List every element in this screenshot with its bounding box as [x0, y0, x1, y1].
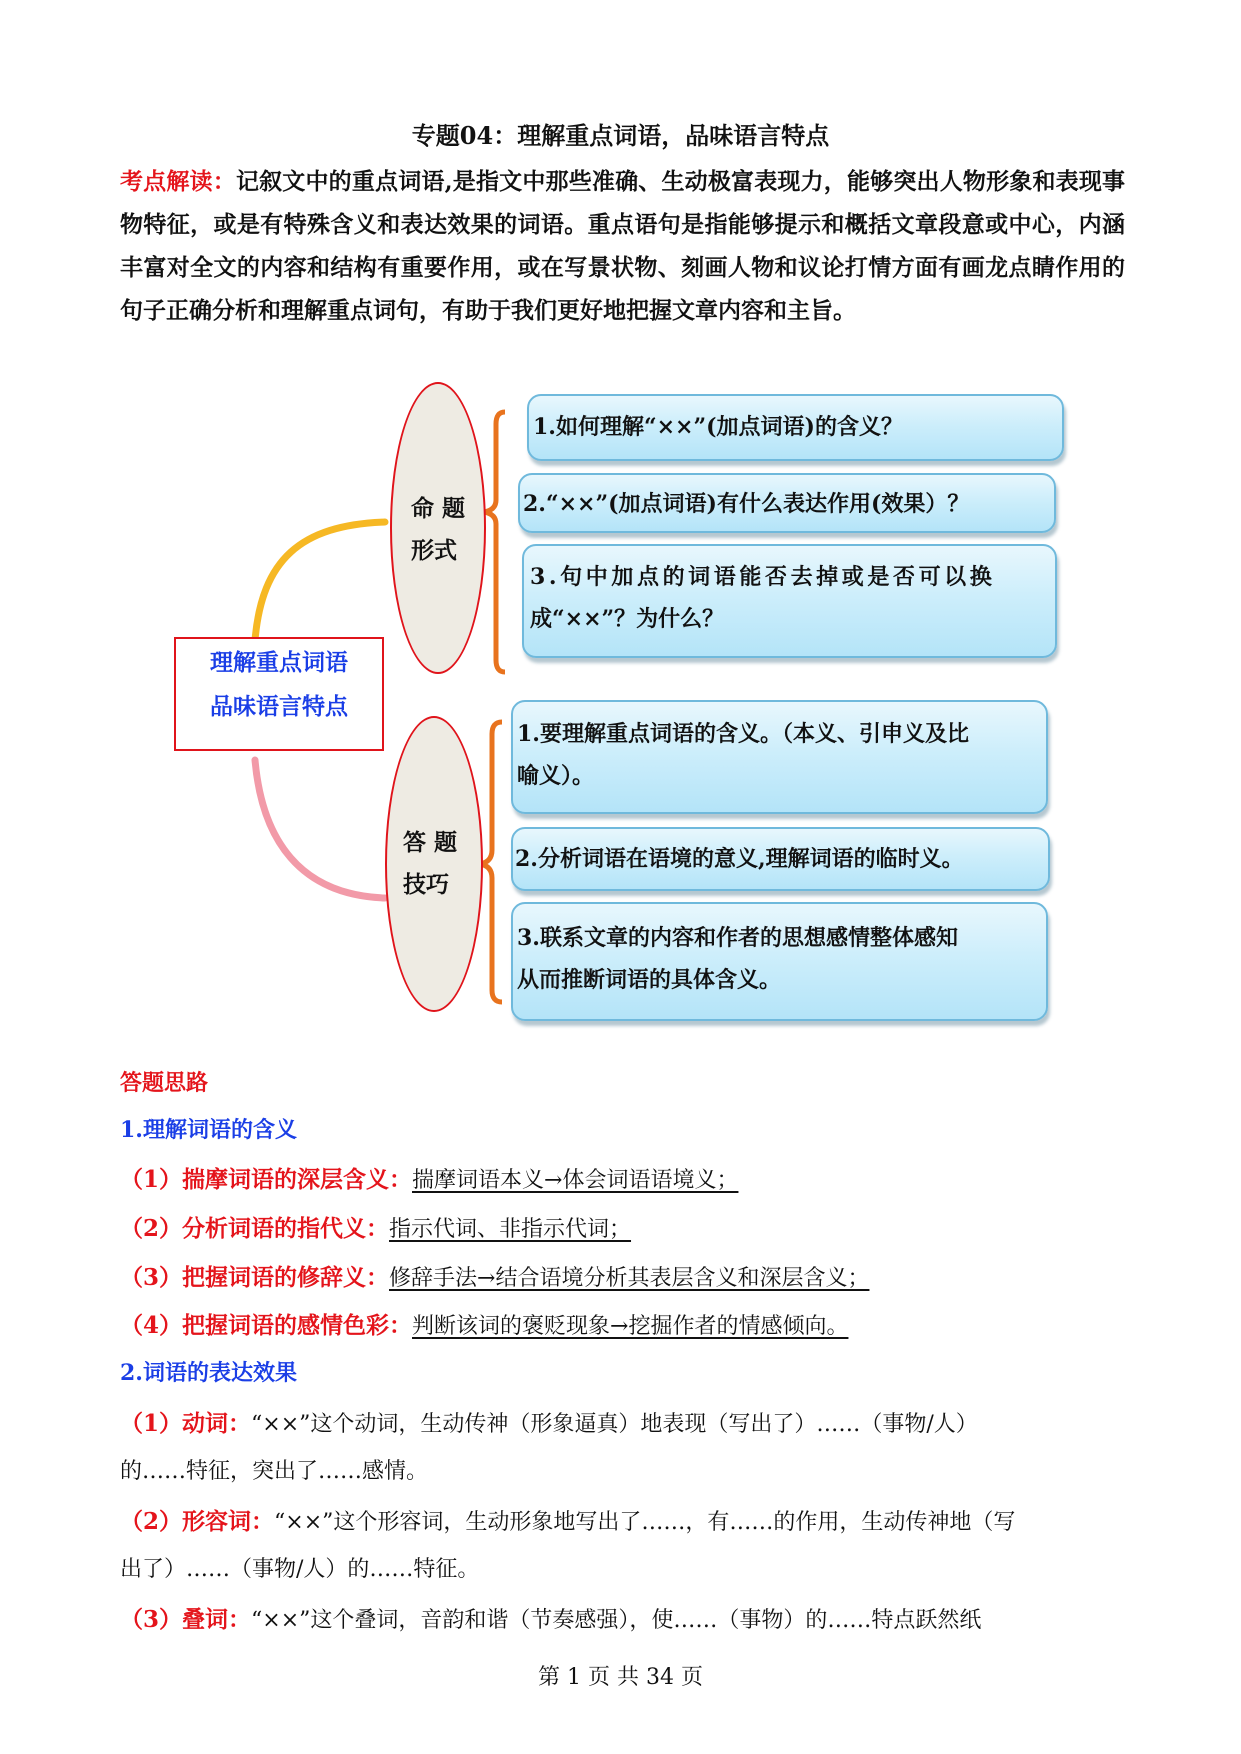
- item-2-1: [120, 1405, 978, 1438]
- item-2-3-text: “××”这个叠词，音韵和谐（节奏感强），使……（事物）的……特点跃然纸: [251, 1608, 982, 1633]
- question-3-line1: 3.句中加点的词语能否去掉或是否可以换: [530, 564, 996, 590]
- subheading-2: 2.词语的表达效果: [120, 1360, 297, 1386]
- branch-label-bottom-line2: 技巧: [403, 871, 449, 898]
- tip-2: 2.分析词语在语境的意义,理解词语的临时义。: [515, 846, 964, 872]
- center-line2: 品味语言特点: [210, 693, 348, 720]
- item-2-3-label: （3）叠词：: [120, 1606, 252, 1633]
- item-1-3-label: （3）把握词语的修辞义：: [120, 1264, 390, 1291]
- branch-label-top: [411, 488, 465, 572]
- branch-label-top-line2: 形式: [411, 537, 457, 564]
- item-1-4-label: （4）把握词语的感情色彩：: [120, 1312, 413, 1339]
- center-line1: 理解重点词语: [210, 649, 348, 676]
- tip-3: [517, 917, 958, 1001]
- branch-label-bottom-line1: 答 题: [403, 829, 458, 856]
- page-footer: 第 1 页 共 34 页: [538, 1665, 703, 1690]
- item-2-2-label: （2）形容词：: [120, 1508, 275, 1535]
- item-2-1-label: （1）动词：: [120, 1410, 252, 1437]
- question-3-line2: 成“××”？为什么？: [530, 606, 725, 632]
- section-heading: 答题思路: [120, 1070, 209, 1096]
- item-1-4: [120, 1307, 848, 1340]
- item-2-1-cont: 的……特征，突出了……感情。: [120, 1459, 429, 1484]
- bracket-bottom: [480, 722, 502, 1002]
- item-1-2-text: 指示代词、非指示代词；: [389, 1217, 632, 1242]
- item-1-2: [120, 1210, 631, 1243]
- bracket-top: [484, 412, 505, 672]
- question-1: 1.如何理解“××”(加点词语)的含义？: [533, 414, 903, 440]
- connector-top: [255, 522, 385, 640]
- item-2-2-cont: 出了）……（事物/人）的……特征。: [120, 1557, 480, 1582]
- item-1-1-text: 揣摩词语本义→体会词语语境义；: [412, 1168, 739, 1193]
- item-2-3: [120, 1601, 981, 1634]
- connector-bottom: [255, 760, 385, 898]
- item-2-1-text: “××”这个动词，生动传神（形象逼真）地表现（写出了）……（事物/人）: [251, 1412, 978, 1437]
- subheading-1: 1.理解词语的含义: [120, 1117, 297, 1143]
- question-2: 2.“××”(加点词语)有什么表达作用(效果）？: [523, 491, 970, 517]
- tip-1-line2: 喻义）。: [517, 763, 595, 789]
- item-2-2-text: “××”这个形容词，生动形象地写出了……，有……的作用，生动传神地（写: [274, 1510, 1016, 1535]
- branch-label-bottom: [403, 822, 457, 906]
- page-title: 专题04：理解重点词语，品味语言特点: [411, 121, 830, 150]
- branch-label-top-line1: 命 题: [411, 495, 466, 522]
- mindmap-center-box: [174, 637, 384, 751]
- tip-1: [517, 713, 969, 797]
- item-1-3-text: 修辞手法→结合语境分析其表层含义和深层含义；: [389, 1266, 870, 1291]
- question-3: [530, 556, 1052, 640]
- tip-3-line1: 3.联系文章的内容和作者的思想感情整体感知: [517, 925, 958, 951]
- item-1-3: [120, 1259, 869, 1292]
- intro-label: 考点解读：: [120, 168, 236, 195]
- tip-3-line2: 从而推断词语的具体含义。: [517, 967, 782, 993]
- tip-1-line1: 1.要理解重点词语的含义。（本义、引申义及比: [517, 721, 969, 747]
- intro-text: 记叙文中的重点词语,是指文中那些准确、生动极富表现力，能够突出人物形象和表现事物特征，或是有特殊含义和表达效果的词语。重点语句是指能够提示和概括文章段意或中心，内涵丰富对全文的内容和结构有重要作用，或在写景状物、刻画人物和议论打情方面有画龙点睛作用的句子正确分析和理解重点词句，有助于我们更好地把握文章内容和主旨。: [120, 168, 1126, 324]
- item-1-1: [120, 1161, 738, 1194]
- item-2-2: [120, 1503, 1015, 1536]
- item-1-4-text: 判断该词的褒贬现象→挖掘作者的情感倾向。: [412, 1314, 849, 1339]
- item-1-2-label: （2）分析词语的指代义：: [120, 1215, 390, 1242]
- item-1-1-label: （1）揣摩词语的深层含义：: [120, 1166, 413, 1193]
